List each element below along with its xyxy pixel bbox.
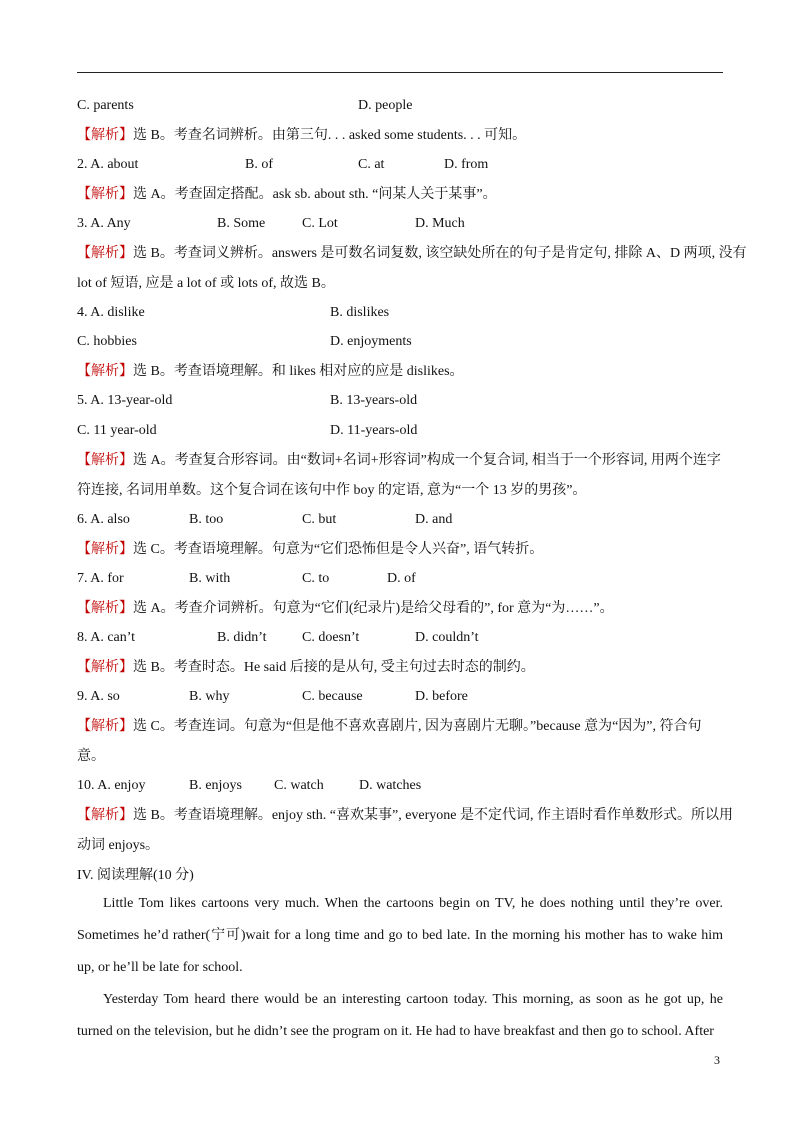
q10-option-a: 10. A. enjoy [77,778,146,793]
q5-analysis-cont: 符连接, 名词用单数。这个复合词在该句中作 boy 的定语, 意为“一个 13 岁的男孩”。 [77,483,587,498]
section-title: IV. 阅读理解(10 分) [77,868,194,883]
header-rule [77,72,723,73]
q10-option-b: B. enjoys [189,778,242,793]
q4-option-d: D. enjoyments [330,334,412,349]
q3-analysis [77,245,747,263]
q2-option-a: 2. A. about [77,157,139,172]
q3-analysis-cont: lot of 短语, 应是 a lot of 或 lots of, 故选 B。 [77,276,335,291]
q7-analysis [77,600,614,618]
q9-option-c: C. because [302,689,363,704]
analysis-tag: 【解析】 [77,660,133,675]
q4-option-b: B. dislikes [330,305,390,320]
q8-analysis [77,659,535,677]
q5-option-c: C. 11 year-old [77,423,157,438]
q6-option-c: C. but [302,512,337,527]
q3-option-d: D. Much [415,216,465,231]
q9-option-d: D. before [415,689,468,704]
analysis-text: 选 C。考查连词。句意为“但是他不喜欢喜剧片, 因为喜剧片无聊。”because 意为“因为”, 符合句 [133,719,702,734]
q10-option-d: D. watches [359,778,422,793]
q9-analysis-cont: 意。 [77,749,105,764]
q6-option-b: B. too [189,512,224,527]
q3-option-c: C. Lot [302,216,338,231]
analysis-tag: 【解析】 [77,246,133,261]
q1-option-d: D. people [358,98,413,113]
q2-option-b: B. of [245,157,273,172]
q4-option-c: C. hobbies [77,334,137,349]
q3-option-b: B. Some [217,216,266,231]
analysis-text: 选 B。考查时态。He said 后接的是从句, 受主句过去时态的制约。 [133,660,535,675]
q2-analysis [77,186,497,204]
page-number: 3 [714,1053,720,1067]
analysis-text: 选 A。考查介词辨析。句意为“它们(纪录片)是给父母看的”, for 意为“为……”。 [133,601,614,616]
analysis-text: 选 A。考查复合形容词。由“数词+名词+形容词”构成一个复合词, 相当于一个形容词, 用两个连字 [133,453,721,468]
analysis-tag: 【解析】 [77,542,133,557]
analysis-tag: 【解析】 [77,128,133,143]
q4-option-a: 4. A. dislike [77,305,145,320]
q5-option-b: B. 13-years-old [330,393,418,408]
q8-option-a: 8. A. can’t [77,630,136,645]
q5-option-d: D. 11-years-old [330,423,418,438]
analysis-tag: 【解析】 [77,453,133,468]
q7-option-c: C. to [302,571,330,586]
q8-option-b: B. didn’t [217,630,267,645]
q9-option-b: B. why [189,689,230,704]
q9-option-a: 9. A. so [77,689,120,704]
q5-option-a: 5. A. 13-year-old [77,393,173,408]
q5-analysis [77,452,721,470]
q7-option-d: D. of [387,571,416,586]
q7-option-b: B. with [189,571,231,586]
passage-paragraph-2: Yesterday Tom heard there would be an interesting cartoon today. This morning, as soon as he got up, he turned on the television, but he didn’t see the program on it. He had to have breakfast and then go to school. After [77,992,723,1039]
analysis-text: 选 B。考查词义辨析。answers 是可数名词复数, 该空缺处所在的句子是肯定句, 排除 A、D 两项, 没有 [133,246,747,261]
q8-option-d: D. couldn’t [415,630,479,645]
analysis-text: 选 A。考查固定搭配。ask sb. about sth. “问某人关于某事”。 [133,187,497,202]
reading-passage [77,888,723,1048]
analysis-text: 选 B。考查语境理解。enjoy sth. “喜欢某事”, everyone 是不定代词, 作主语时看作单数形式。所以用 [133,808,734,823]
passage-paragraph-1: Little Tom likes cartoons very much. When the cartoons begin on TV, he does nothing until they’re over. Sometimes he’d rather(宁可)wait for a long time and go to bed late. In the morning his mother has to wake him up, or he’ll be late for school. [77,896,723,975]
q1-option-c: C. parents [77,98,134,113]
q2-option-c: C. at [358,157,385,172]
analysis-tag: 【解析】 [77,364,133,379]
analysis-text: 选 B。考查名词辨析。由第三句. . . asked some students. . . 可知。 [133,128,527,143]
q1-analysis [77,127,526,145]
q7-option-a: 7. A. for [77,571,124,586]
q10-option-c: C. watch [274,778,324,793]
q10-analysis [77,807,733,825]
analysis-tag: 【解析】 [77,808,133,823]
q10-analysis-cont: 动词 enjoys。 [77,838,160,853]
analysis-tag: 【解析】 [77,601,133,616]
q3-option-a: 3. A. Any [77,216,131,231]
analysis-tag: 【解析】 [77,719,133,734]
q2-option-d: D. from [444,157,489,172]
q4-analysis [77,363,464,381]
analysis-text: 选 C。考查语境理解。句意为“它们恐怖但是令人兴奋”, 语气转折。 [133,542,544,557]
analysis-tag: 【解析】 [77,187,133,202]
analysis-text: 选 B。考查语境理解。和 likes 相对应的应是 dislikes。 [133,364,464,379]
q8-option-c: C. doesn’t [302,630,360,645]
q6-analysis [77,541,543,559]
q9-analysis [77,718,702,736]
q6-option-d: D. and [415,512,453,527]
q6-option-a: 6. A. also [77,512,130,527]
